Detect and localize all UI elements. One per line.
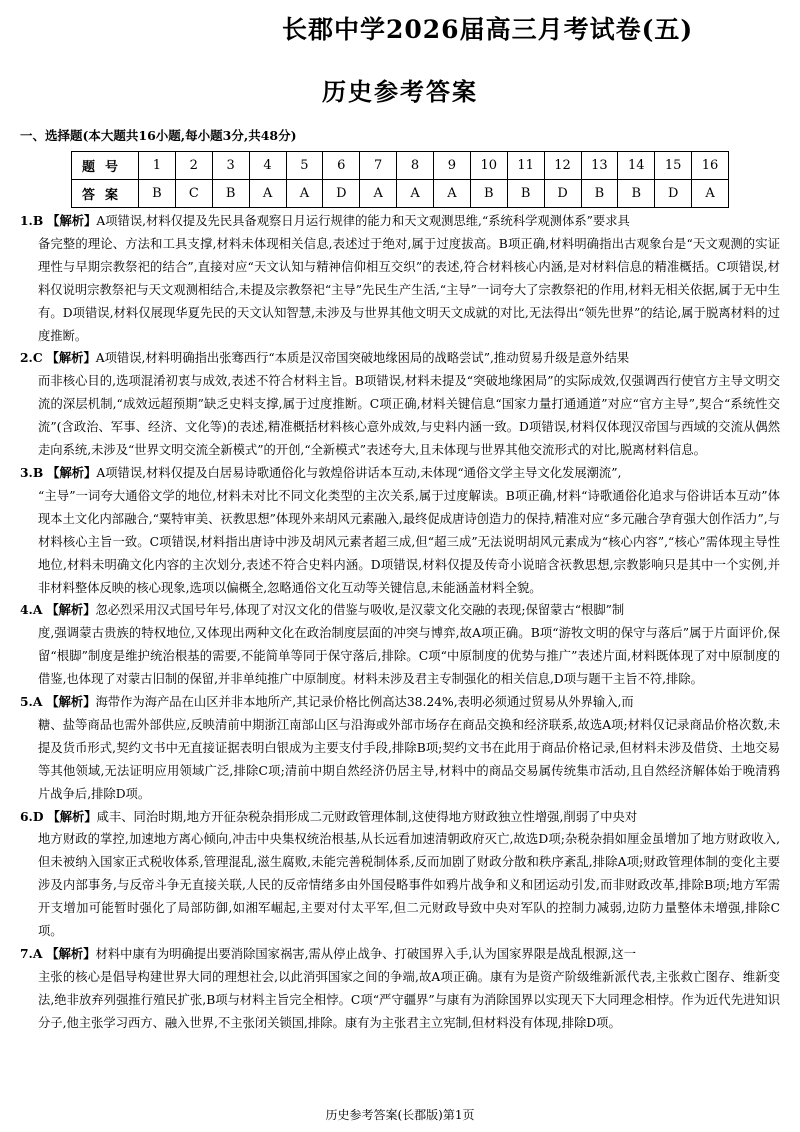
explanations-list [20, 210, 780, 1035]
section-title: 一、选择题(本大题共16小题,每小题3分,共48分) [20, 128, 297, 143]
table-cell: 7 [360, 152, 397, 180]
explanation-item [20, 210, 780, 347]
explanation-first-line [20, 806, 780, 829]
explanation-text: 材料中康有为明确提出要消除国家祸害,需从停止战争、打破国界入手,认为国家界限是战乱根源,这一 [95, 947, 637, 961]
explanation-tag: 【解析】 [46, 694, 96, 710]
explanation-first-line [20, 599, 780, 622]
table-cell: A [360, 180, 397, 208]
explanation-text: A项错误,材料仅提及白居易诗歌通俗化与敦煌俗讲话本互动,未体现“通俗文学主导文化发展潮流”, [96, 465, 622, 480]
explanation-item [20, 462, 780, 599]
table-cell: A [434, 180, 471, 208]
table-cell: 16 [692, 152, 729, 180]
explanation-first-line [20, 943, 780, 966]
explanation-number: 6.D [20, 808, 44, 824]
table-cell: D [323, 180, 360, 208]
table-cell: A [286, 180, 323, 208]
table-cell: 12 [544, 152, 581, 180]
explanation-number: 5.A [20, 694, 43, 710]
explanation-first-line [20, 347, 780, 370]
explanation-first-line [20, 462, 780, 485]
table-cell: B [618, 180, 655, 208]
explanation-number: 4.A [20, 602, 43, 618]
explanation-tag: 【解析】 [47, 808, 97, 824]
explanation-item [20, 599, 780, 691]
table-cell: 8 [397, 152, 434, 180]
explanation-tag: 【解析】 [46, 946, 96, 961]
table-cell: 4 [249, 152, 286, 180]
explanation-continuation: 备完整的理论、方法和工具支撑,材料未体现相关信息,表述过于绝对,属于过度拔高。B项正确,材料明确指出古观象台是“天文观测的实证理性与早期宗教祭祀的结合”,直接对应“天文认知与精神信仰相互交织”的表述,符合材料核心内涵,是对材料信息的精准概括。C项错误,材料仅说明宗教祭祀与天文观测相结合,未提及宗教祭祀“主导”先民生产生活,“主导”一词夸大了宗教祭祀的作用,材料无相关依据,属于无中生有。D项错误,材料仅展现华夏先民的天文认知智慧,未涉及与世界其他文明天文成就的对比,无法得出“领先世界”的结论,属于脱离材料的过度推断。 [38, 236, 780, 343]
table-cell: 1 [139, 152, 176, 180]
explanation-item [20, 943, 780, 1035]
explanation-continuation: 糖、盐等商品也需外部供应,反映清前中期浙江南部山区与沿海或外部市场存在商品交换和经济联系,故选A项;材料仅记录商品价格次数,未提及货币形式,契约文书中无直接证据表明白银成为主要支付手段,排除B项;契约文书在此用于商品价格记录,但材料未涉及借贷、土地交易等其他领域,无法证明应用领域广泛,排除C项;清前中期自然经济仍居主导,材料中的商品交易属传统集市活动,且自然经济解体始于晚清鸦片战争后,排除D项。 [38, 717, 780, 801]
table-cell: 10 [470, 152, 507, 180]
explanation-item [20, 806, 780, 943]
table-cell: D [544, 180, 581, 208]
explanation-text: 海带作为海产品在山区并非本地所产,其记录价格比例高达38.24%,表明必须通过贸易从外界输入,而 [95, 695, 634, 710]
table-cell: B [470, 180, 507, 208]
explanation-continuation: “主导”一词夸大通俗文学的地位,材料未对比不同文化类型的主次关系,属于过度解读。B项正确,材料“诗歌通俗化追求与俗讲话本互动”体现本土文化内部融合,“粟特审美、祆教思想”体现外来胡风元素融入,最终促成唐诗创造力的保持,精准对应“多元融合孕育强大创作活力”,与材料核心主旨一致。C项错误,材料指出唐诗中涉及胡风元素者超三成,但“超三成”无法说明胡风元素成为“核心内容”,“核心”需体现主导性地位,材料未明确文化内容的主次划分,表述不符合史料内涵。D项错误,材料仅提及传奇小说暗含祆教思想,宗教影响只是其中一个实例,并非材料整体反映的核心现象,选项以偏概全,忽略通俗文化互动等关键信息,未能涵盖材料全貌。 [38, 488, 780, 595]
table-cell: 2 [175, 152, 212, 180]
explanation-tag: 【解析】 [46, 602, 96, 618]
explanation-item [20, 691, 780, 806]
explanation-number: 3.B [20, 464, 44, 480]
explanation-continuation: 地方财政的掌控,加速地方离心倾向,冲击中央集权统治根基,从长远看加速清朝政府灭亡,故选D项;杂税杂捐如厘金虽增加了地方财政收入,但未被纳入国家正式税收体系,管理混乱,滋生腐败,未能完善税制体系,反而加剧了财政分散和秩序紊乱,排除A项;财政管理体制的变化主要涉及内部事务,与反帝斗争无直接关联,人民的反帝情绪多由外国侵略事件如鸦片战争和义和团运动引发,而非财政改革,排除B项;地方军需开支增加可能暂时强化了局部防御,如湘军崛起,主要对付太平军,但二元财政导致中央对军队的控制力减弱,边防力量整体未增强,排除C项。 [38, 832, 780, 939]
table-cell: 11 [507, 152, 544, 180]
table-cell: A [397, 180, 434, 208]
explanation-tag: 【解析】 [47, 464, 97, 480]
page-footer: 历史参考答案(长郡版)第1页 [325, 1108, 475, 1122]
explanation-number: 2.C [20, 350, 43, 366]
explanation-first-line [20, 210, 780, 233]
exam-title: 长郡中学2026届高三月考试卷(五) [282, 15, 694, 44]
row-label-number: 题号 [72, 152, 139, 180]
table-cell: A [692, 180, 729, 208]
explanation-continuation: 而非核心目的,选项混淆初衷与成效,表述不符合材料主旨。B项错误,材料未提及“突破地缘困局”的实际成效,仅强调西行使官方主导文明交流的深层机制,“成效远超预期”缺乏史料支撑,属于过度推断。C项正确,材料关键信息“国家力量打通通道”对应“官方主导”,契合“系统性交流”(含政治、军事、经济、文化等)的表述,精准概括材料核心意外成效,与史料内涵一致。D项错误,材料仅体现汉帝国与西域的交流从偶然走向系统,未涉及“世界文明交流全新模式”的开创,“全新模式”表述夸大,且未体现与世界其他交流形式的对比,脱离材料信息。 [38, 374, 780, 458]
table-cell: B [139, 180, 176, 208]
explanation-text: A项错误,材料明确指出张骞西行“本质是汉帝国突破地缘困局的战略尝试”,推动贸易升级是意外结果 [95, 351, 630, 366]
document-title: 历史参考答案 [322, 77, 478, 106]
explanation-text: 咸丰、同治时期,地方开征杂税杂捐形成二元财政管理体制,这使得地方财政独立性增强,削弱了中央对 [96, 809, 638, 824]
explanation-continuation: 主张的核心是倡导构建世界大同的理想社会,以此消弭国家之间的争端,故A项正确。康有为是资产阶级维新派代表,主张救亡图存、维新变法,绝非放弃列强推行殖民扩张,B项与材料主旨完全相悖。C项“严守疆界”与康有为消除国界以实现天下大同理念相悖。作为近代先进知识分子,他主张学习西方、融入世界,不主张闭关锁国,排除。康有为主张君主立宪制,但材料没有体现,排除D项。 [38, 969, 780, 1030]
explanation-continuation: 度,强调蒙古贵族的特权地位,又体现出两种文化在政治制度层面的冲突与博弈,故A项正确。B项“游牧文明的保守与落后”属于片面评价,保留“根脚”制度是维护统治根基的需要,不能简单等同于保守落后,排除。C项“中原制度的优势与推广”表述片面,材料既体现了对中原制度的借鉴,也体现了对蒙古旧制的保留,并非单纯推广中原制度。材料未涉及君主专制强化的相关信息,D项与题干主旨不符,排除。 [38, 626, 780, 687]
explanation-first-line [20, 691, 780, 714]
explanation-item [20, 347, 780, 462]
table-cell: 5 [286, 152, 323, 180]
table-cell: 14 [618, 152, 655, 180]
table-cell: 9 [434, 152, 471, 180]
row-label-answer: 答案 [72, 180, 139, 208]
explanation-tag: 【解析】 [46, 350, 96, 366]
question-number-row [72, 152, 729, 180]
explanation-text: A项错误,材料仅提及先民具备观察日月运行规律的能力和天文观测思维,“系统科学观测体系”要求具 [96, 214, 630, 228]
table-cell: B [507, 180, 544, 208]
table-cell: 3 [212, 152, 249, 180]
table-cell: C [175, 180, 212, 208]
table-cell: 15 [655, 152, 692, 180]
table-cell: 6 [323, 152, 360, 180]
explanation-tag: 【解析】 [47, 213, 97, 228]
table-cell: A [249, 180, 286, 208]
table-cell: B [212, 180, 249, 208]
explanation-number: 7.A [20, 946, 43, 961]
answer-row [72, 180, 729, 208]
table-cell: 13 [581, 152, 618, 180]
table-cell: D [655, 180, 692, 208]
explanation-text: 忽必烈采用汉式国号年号,体现了对汉文化的借鉴与吸收,是汉蒙文化交融的表现;保留蒙古“根脚”制 [95, 603, 625, 618]
explanation-number: 1.B [20, 213, 44, 228]
table-cell: B [581, 180, 618, 208]
answer-key-table [71, 151, 729, 208]
